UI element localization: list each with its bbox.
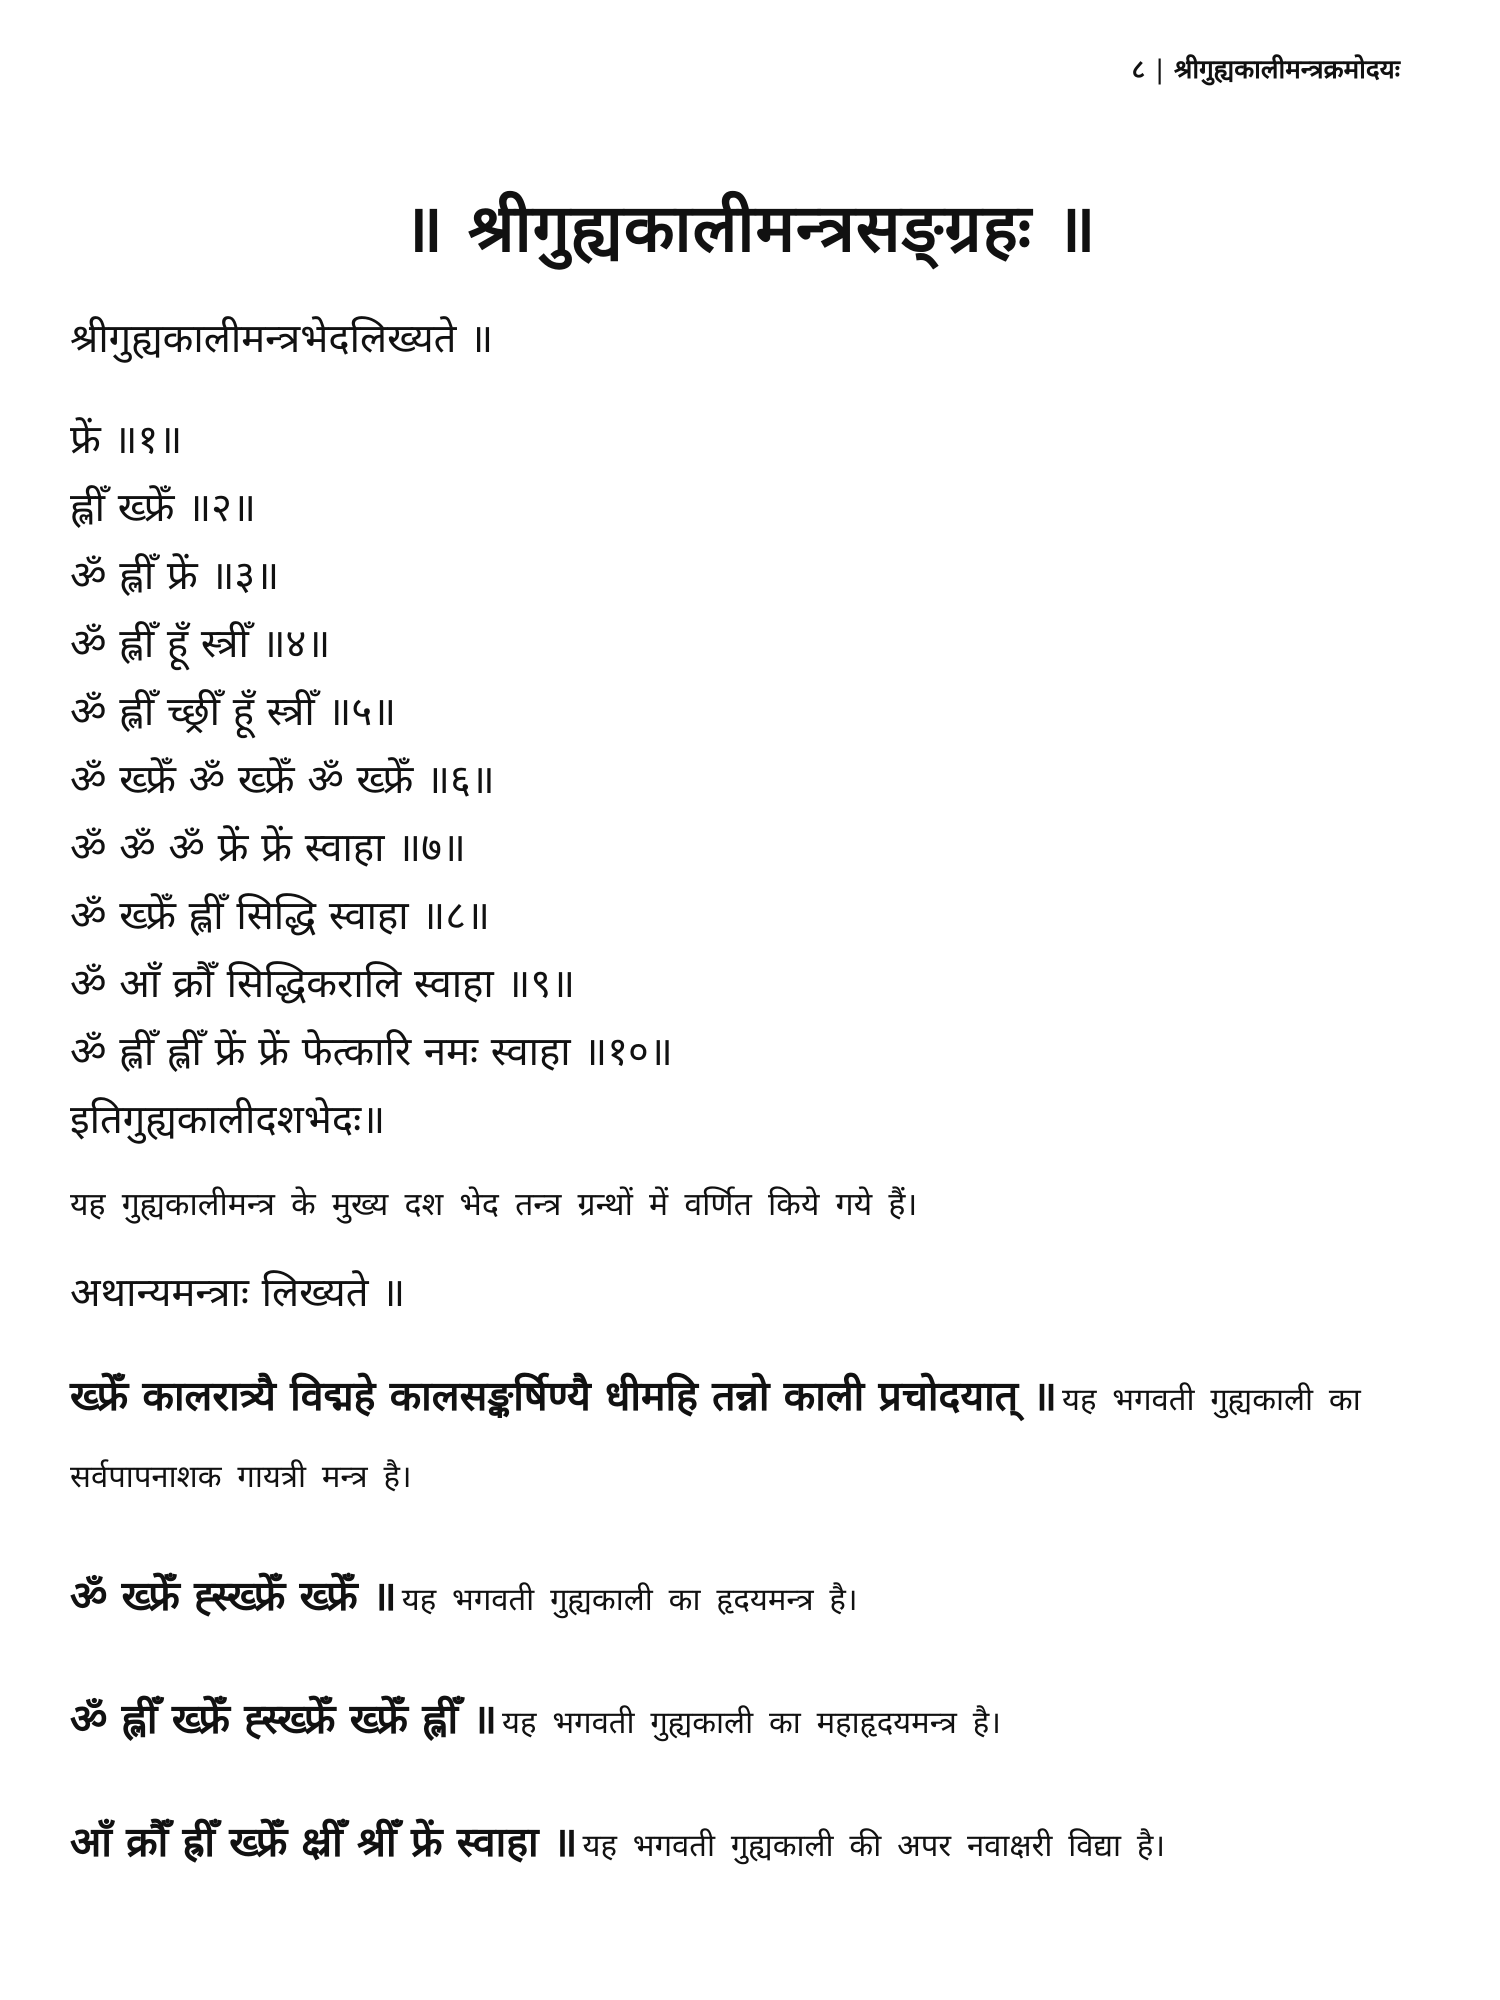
page-number: ८ [1131, 55, 1146, 85]
mantra-line-8: ॐ ख्फ्रेँ ह्लीँ सिद्धि स्वाहा ॥८॥ [70, 893, 491, 939]
mantra-list [70, 406, 1430, 1154]
mantra-line-1: फ्रें ॥१॥ [70, 417, 183, 463]
mantra-line-6: ॐ ख्फ्रेँ ॐ ख्फ्रेँ ॐ ख्फ्रेँ ॥६॥ [70, 757, 495, 803]
mantra-line-2: ह्लीँ ख्फ्रेँ ॥२॥ [70, 485, 256, 531]
hridaya-description: यह भगवती गुह्यकाली का हृदयमन्त्र है। [401, 1582, 858, 1618]
mantra-line-7: ॐ ॐ ॐ फ्रें फ्रें स्वाहा ॥७॥ [70, 825, 466, 871]
hridaya-mantra: ॐ ख्फ्रेँ ह्स्ख्फ्रेँ ख्फ्रेँ ॥ [70, 1572, 397, 1620]
mahahridaya-description: यह भगवती गुह्यकाली का महाहृदयमन्त्र है। [502, 1705, 1001, 1741]
running-head [70, 50, 1400, 86]
mahahridaya-mantra: ॐ ह्लीँ ख्फ्रेँ ह्स्ख्फ्रेँ ख्फ्रेँ ह्लीँ ॥ [70, 1695, 497, 1743]
section-heading-2: अथान्यमन्त्राः लिख्यते ॥ [70, 1270, 406, 1316]
mantra-line-9: ॐ आँ क्रौँ सिद्धिकरालि स्वाहा ॥९॥ [70, 961, 576, 1007]
navakshari-mantra: आँ क्रौँ ह्रीँ ख्फ्रेँ क्ष्रीँ श्रीँ फ्रें स्वाहा ॥ [70, 1818, 578, 1866]
gayatri-mantra: ख्फ्रेँ कालरात्र्यै विद्महे कालसङ्कर्षिण्यै धीमहि तन्नो काली प्रचोदयात् ॥ [70, 1372, 1057, 1420]
page-title: ॥ श्रीगुह्यकालीमन्त्रसङ्ग्रहः ॥ [403, 190, 1097, 267]
mantra-line-10: ॐ ह्लीँ ह्लीँ फ्रें फ्रें फेत्कारि नमः स्वाहा ॥१०॥ [70, 1029, 673, 1075]
explanatory-note: यह गुह्यकालीमन्त्र के मुख्य दश भेद तन्त्र ग्रन्थों में वर्णित किये गये हैं। [70, 1185, 918, 1223]
closing-line: इतिगुह्यकालीदशभेदः॥ [70, 1097, 386, 1143]
mahahridaya-mantra-block [70, 1683, 1430, 1764]
mantra-line-5: ॐ ह्लीँ च्छ्रीँ हूँ स्त्रीँ ॥५॥ [70, 689, 397, 735]
navakshari-description: यह भगवती गुह्यकाली की अपर नवाक्षरी विद्या है। [582, 1828, 1166, 1864]
gayatri-mantra-block [70, 1360, 1430, 1518]
navakshari-mantra-block [70, 1806, 1430, 1887]
running-head-separator: | [1155, 55, 1164, 85]
gayatri-description: यह भगवती गुह्यकाली का सर्वपापनाशक गायत्री मन्त्र है। [70, 1382, 1361, 1495]
section-heading: श्रीगुह्यकालीमन्त्रभेदलिख्यते ॥ [70, 316, 494, 362]
mantra-line-3: ॐ ह्लीँ फ्रें ॥३॥ [70, 553, 280, 599]
book-title: श्रीगुह्यकालीमन्त्रक्रमोदयः [1173, 55, 1400, 85]
hridaya-mantra-block [70, 1560, 1430, 1641]
mantra-line-4: ॐ ह्लीँ हूँ स्त्रीँ ॥४॥ [70, 621, 331, 667]
